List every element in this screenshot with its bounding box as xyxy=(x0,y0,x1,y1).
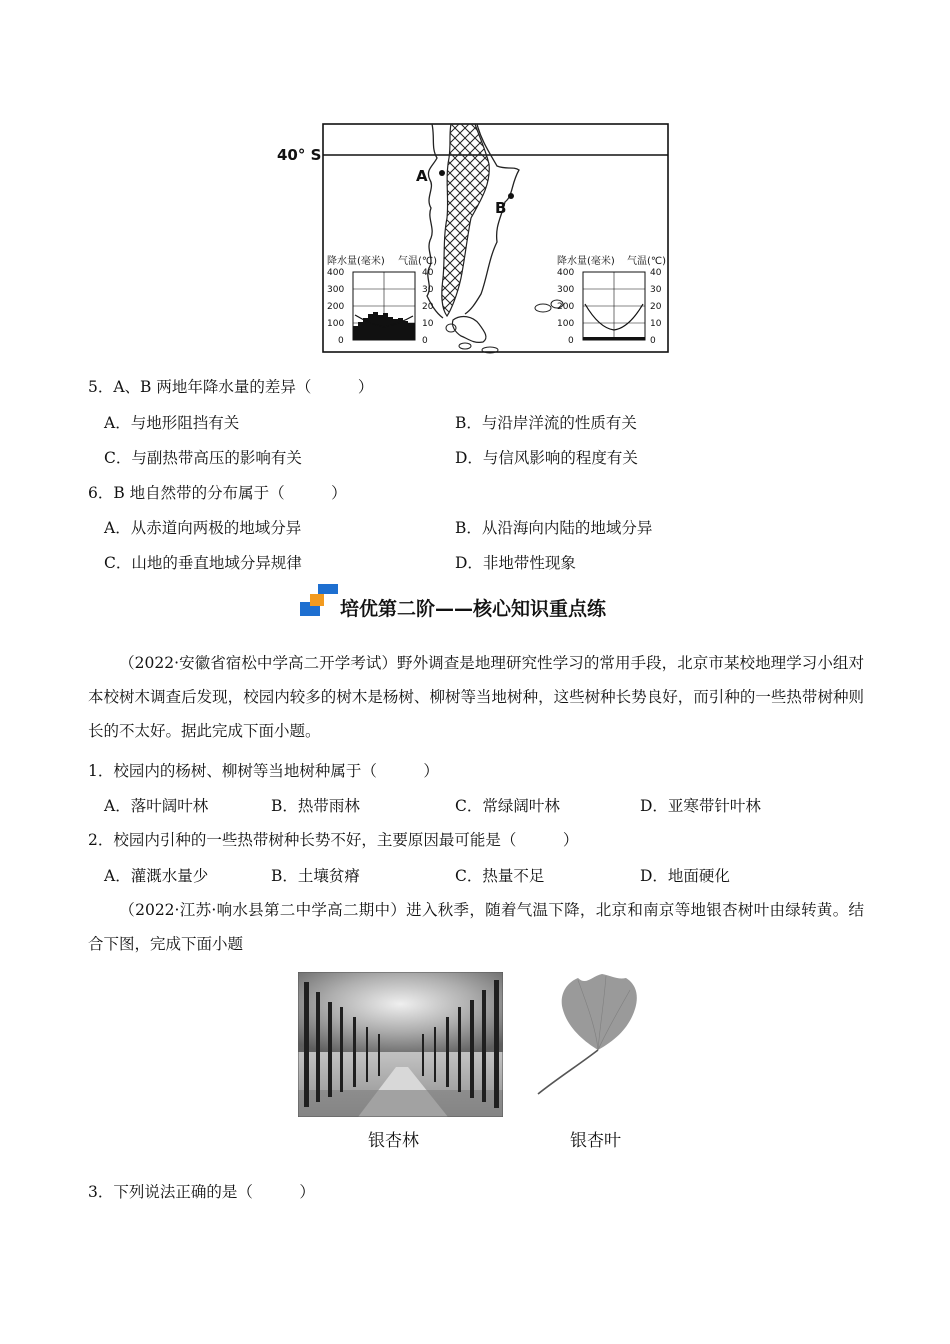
temp-tick: 0 xyxy=(422,336,428,346)
point-a-marker xyxy=(439,170,445,176)
temp-tick: 40 xyxy=(422,268,434,278)
precip-tick: 400 xyxy=(557,268,575,278)
precip-tick: 300 xyxy=(327,285,345,295)
question-6-option-b[interactable]: B．从沿海向内陆的地域分异 xyxy=(455,519,653,537)
ginkgo-leaf-photo xyxy=(530,968,660,1098)
question-5-option-c[interactable]: C．与副热带高压的影响有关 xyxy=(104,449,302,467)
temp-tick: 20 xyxy=(422,302,434,312)
question-2-option-c[interactable]: C．热量不足 xyxy=(455,867,545,885)
passage-2-text: （2022·江苏·响水县第二中学高二期中）进入秋季，随着气温下降，北京和南京等地银杏树叶由绿转黄。结合下图，完成下面小题 xyxy=(88,901,864,953)
passage-1 xyxy=(88,646,864,748)
question-5-option-d[interactable]: D．与信风影响的程度有关 xyxy=(455,449,638,467)
question-6-option-d[interactable]: D．非地带性现象 xyxy=(455,554,576,572)
question-5-option-a[interactable]: A．与地形阻挡有关 xyxy=(104,414,240,432)
precip-tick: 200 xyxy=(557,302,575,312)
point-b-marker xyxy=(508,193,514,199)
precip-tick: 0 xyxy=(568,336,574,346)
south-america-map-figure xyxy=(275,118,675,358)
ginkgo-forest-photo xyxy=(298,972,503,1117)
latitude-label: 40° S xyxy=(277,146,322,164)
passage-2 xyxy=(88,893,864,961)
question-1-option-b[interactable]: B．热带雨林 xyxy=(271,797,360,815)
question-6-option-a[interactable]: A．从赤道向两极的地域分异 xyxy=(104,519,302,537)
precipitation-bars-b xyxy=(583,337,645,340)
temp-tick: 10 xyxy=(650,319,662,329)
question-2-option-d[interactable]: D．地面硬化 xyxy=(640,867,730,885)
precip-tick: 100 xyxy=(327,319,345,329)
question-1-option-c[interactable]: C．常绿阔叶林 xyxy=(455,797,560,815)
precip-tick: 400 xyxy=(327,268,345,278)
passage-1-text: （2022·安徽省宿松中学高二开学考试）野外调查是地理研究性学习的常用手段，北京市某校地理学习小组对本校树木调查后发现，校园内较多的树木是杨树、柳树等当地树种，这些树种长势良好，而引种的一些热带树种则长的不太好。据此完成下面小题。 xyxy=(88,654,864,740)
question-5-stem: 5．A、B 两地年降水量的差异（ ） xyxy=(88,378,374,396)
question-1-option-a[interactable]: A．落叶阔叶林 xyxy=(104,797,209,815)
question-3-stem: 3．下列说法正确的是（ ） xyxy=(88,1183,315,1201)
question-6-stem: 6．B 地自然带的分布属于（ ） xyxy=(88,484,347,502)
temp-tick: 30 xyxy=(422,285,434,295)
question-2-stem: 2．校园内引种的一些热带树种长势不好，主要原因最可能是（ ） xyxy=(88,831,579,849)
question-1-option-d[interactable]: D．亚寒带针叶林 xyxy=(640,797,761,815)
precip-axis-label: 降水量(毫米) xyxy=(327,256,385,267)
temp-axis-label: 气温(℃) xyxy=(398,256,438,267)
temp-axis-label: 气温(℃) xyxy=(627,256,667,267)
ginkgo-forest-caption: 银杏林 xyxy=(368,1131,419,1151)
temp-tick: 30 xyxy=(650,285,662,295)
point-a-label: A xyxy=(416,167,428,185)
ginkgo-leaf-stem xyxy=(538,1050,598,1094)
precip-tick: 100 xyxy=(557,319,575,329)
precip-tick: 300 xyxy=(557,285,575,295)
section-heading: 培优第二阶——核心知识重点练 xyxy=(340,598,607,620)
point-b-label: B xyxy=(495,199,507,217)
question-1-stem: 1．校园内的杨树、柳树等当地树种属于（ ） xyxy=(88,762,439,780)
precip-tick: 0 xyxy=(338,336,344,346)
section-heading-icon xyxy=(298,584,340,618)
temp-tick: 10 xyxy=(422,319,434,329)
temp-tick: 20 xyxy=(650,302,662,312)
temp-tick: 0 xyxy=(650,336,656,346)
question-2-option-a[interactable]: A．灌溉水量少 xyxy=(104,867,209,885)
precip-tick: 200 xyxy=(327,302,345,312)
question-2-option-b[interactable]: B．土壤贫瘠 xyxy=(271,867,360,885)
question-5-option-b[interactable]: B．与沿岸洋流的性质有关 xyxy=(455,414,637,432)
precip-axis-label: 降水量(毫米) xyxy=(557,256,615,267)
ginkgo-leaf-caption: 银杏叶 xyxy=(570,1131,621,1151)
question-6-option-c[interactable]: C．山地的垂直地域分异规律 xyxy=(104,554,302,572)
temp-tick: 40 xyxy=(650,268,662,278)
